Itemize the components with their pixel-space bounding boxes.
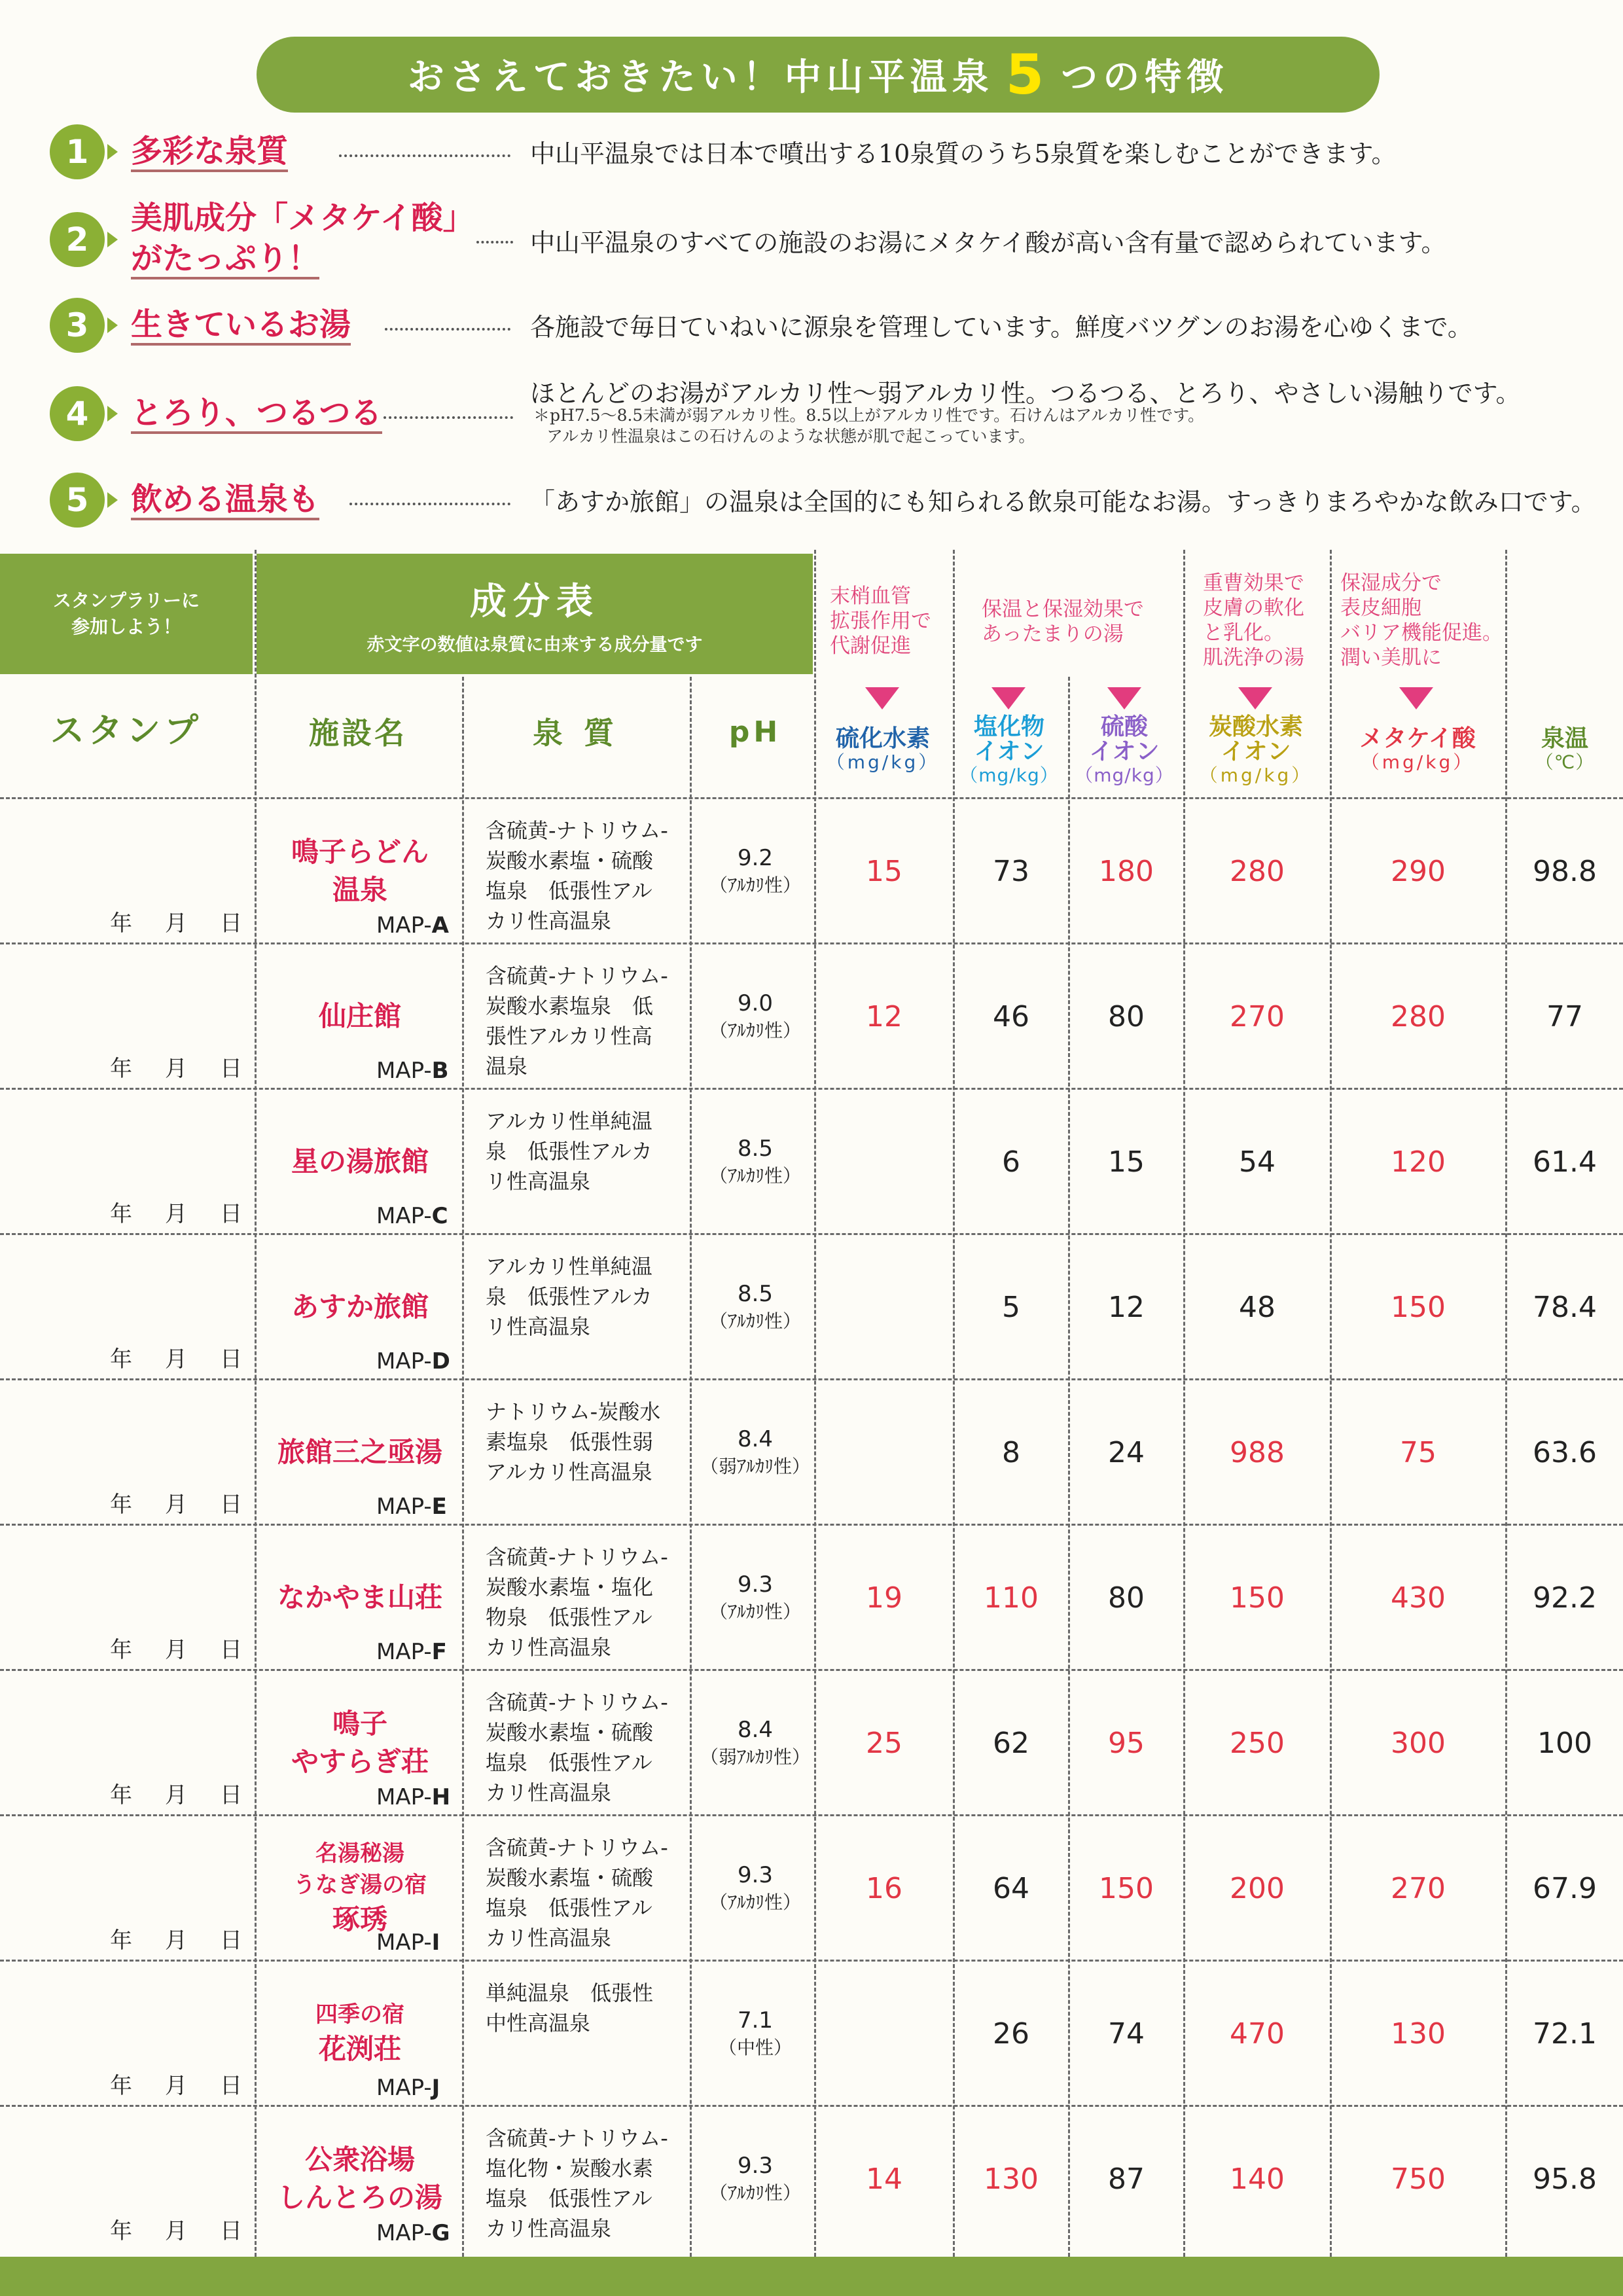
map-reference: MAP-D [376, 1348, 450, 1374]
facility-name-line: なかやま山荘 [277, 1581, 442, 1613]
spring-quality-line: 張性アルカリ性高 [486, 1024, 652, 1049]
ph-value: 9.2 （ｱﾙｶﾘ性） [709, 845, 801, 896]
facility-name-line: しんとろの湯 [277, 2181, 442, 2214]
sulfur-value [815, 1089, 953, 1234]
table-row [0, 798, 1623, 944]
metasilicic-value: 290 [1391, 854, 1446, 888]
col-facility: 施設名 [309, 715, 407, 751]
spring-quality-line: 温泉 [486, 1054, 528, 1079]
temperature-value: 63.6 [1533, 1435, 1597, 1469]
chloride-value: 46 [993, 999, 1029, 1033]
feature-name: 生きているお湯 [131, 304, 351, 345]
bicarbonate-value: 280 [1230, 854, 1285, 888]
chloride-value: 5 [1002, 1290, 1020, 1324]
spring-quality-line: 含硫黄-ナトリウム- [486, 1545, 668, 1570]
temperature-value: 92.2 [1533, 1581, 1597, 1615]
feature-note: ＊pH7.5～8.5未満が弱アルカリ性。8.5以上がアルカリ性です。石けんはアルカリ性です。 [533, 406, 1205, 425]
col-temperature: 泉温 （℃） [1535, 725, 1595, 773]
table-subtitle: 赤文字の数値は泉質に由来する成分量です [366, 634, 703, 655]
annotation-metasilicic: 保湿成分で 表皮細胞 バリア機能促進。 潤い美肌に [1340, 571, 1503, 670]
spring-quality-line: 含硫黄-ナトリウム- [486, 1835, 668, 1860]
facility-name-line: 鳴子らどん [291, 836, 429, 868]
spring-quality-line: カリ性高温泉 [486, 2216, 612, 2241]
temperature-value: 98.8 [1533, 854, 1597, 888]
temperature-value: 61.4 [1533, 1145, 1597, 1179]
feature-note: アルカリ性温泉はこの石けんのような状態が肌で起こっています。 [546, 427, 1035, 446]
map-reference: MAP-J [376, 2075, 440, 2101]
feature-description: 中山平温泉では日本で噴出する10泉質のうち5泉質を楽しむことができます。 [530, 139, 1397, 168]
ph-value: 8.5 （ｱﾙｶﾘ性） [709, 1136, 801, 1187]
feature-name: 飲める温泉も [131, 479, 319, 520]
spring-quality-line: リ性高温泉 [486, 1314, 591, 1339]
facility-name-line: 四季の宿 [315, 2001, 404, 2028]
sulfate-value: 74 [1108, 2017, 1145, 2051]
col-chloride: 塩化物 イオン （mg/kg） [959, 713, 1059, 786]
facility-name-line: 名湯秘湯 [315, 1840, 404, 1867]
sulfur-value: 15 [866, 854, 902, 888]
col-bicarbonate: 炭酸水素 イオン （mg/kg） [1199, 713, 1313, 786]
chloride-value: 6 [1002, 1145, 1020, 1179]
ph-value: 9.0 （ｱﾙｶﾘ性） [709, 990, 801, 1041]
facility-name-line: 花渕荘 [318, 2033, 401, 2065]
metasilicic-value: 120 [1391, 1145, 1446, 1179]
spring-quality-line: カリ性高温泉 [486, 1780, 612, 1805]
pointer-triangle [991, 687, 1026, 709]
chloride-value: 62 [993, 1726, 1029, 1760]
facility-name-line: あすか旅館 [291, 1291, 429, 1323]
spring-quality-line: 単純温泉 低張性 [486, 1981, 654, 2005]
facility-name-line: うなぎ湯の宿 [293, 1872, 427, 1898]
ph-value: 9.3 （ｱﾙｶﾘ性） [709, 2153, 801, 2204]
map-reference: MAP-G [376, 2220, 450, 2246]
temperature-value: 95.8 [1533, 2162, 1597, 2196]
table-title: 成分表 [470, 580, 599, 623]
feature-number-badge: 3 [50, 298, 105, 353]
col-ph: pH [728, 715, 782, 749]
stamp-date: 年 月 日 [110, 1928, 242, 1954]
spring-quality [486, 1106, 675, 1196]
map-reference: MAP-H [376, 1784, 451, 1810]
feature-number-badge: 4 [50, 386, 105, 441]
facility-name-line: 旅館三之亟湯 [277, 1436, 442, 1468]
table-row [0, 1961, 1623, 2106]
pointer-triangle [1399, 687, 1433, 709]
spring-quality-line: 炭酸水素塩泉 低 [486, 994, 654, 1018]
spring-quality-line: 泉 低張性アルカ [486, 1284, 652, 1309]
metasilicic-value: 270 [1391, 1871, 1446, 1905]
stamp-date: 年 月 日 [110, 2218, 242, 2244]
spring-quality-line: アルカリ性単純温 [486, 1254, 652, 1279]
facility-name-line: 鳴子 [332, 1708, 387, 1740]
table-row [0, 2106, 1623, 2251]
sulfate-value: 80 [1108, 999, 1145, 1033]
metasilicic-value: 75 [1400, 1435, 1436, 1469]
feature-description: ほとんどのお湯がアルカリ性～弱アルカリ性。つるつる、とろり、やさしい湯触りです。 [530, 379, 1521, 408]
facility-name-line: 温泉 [332, 874, 387, 906]
annotation-chloride-sulfate: 保温と保湿効果で あったまりの湯 [982, 598, 1144, 646]
feature-name: 美肌成分「メタケイ酸」 がたっぷり！ [131, 198, 474, 279]
spring-quality-line: 含硫黄-ナトリウム- [486, 1690, 668, 1715]
spring-quality-line: 炭酸水素塩・硫酸 [486, 1720, 654, 1745]
col-metasilicic: メタケイ酸 （mg/kg） [1359, 725, 1476, 773]
facility-name-line: 公衆浴場 [304, 2144, 415, 2176]
spring-quality [486, 1542, 675, 1662]
ph-value: 9.3 （ｱﾙｶﾘ性） [709, 1571, 801, 1623]
stamp-date: 年 月 日 [110, 1782, 242, 1808]
metasilicic-value: 300 [1391, 1726, 1446, 1760]
map-reference: MAP-A [376, 912, 449, 939]
spring-quality [486, 1687, 675, 1808]
feature-description: 中山平温泉のすべての施設のお湯にメタケイ酸が高い含有量で認められています。 [530, 228, 1446, 257]
feature-description: 各施設で毎日ていねいに源泉を管理しています。鮮度バツグンのお湯を心ゆくまで。 [530, 313, 1472, 342]
col-sulfate: 硫酸 イオン （mg/kg） [1075, 713, 1174, 786]
pointer-triangle [1107, 687, 1141, 709]
spring-quality [486, 816, 675, 936]
chloride-value: 73 [993, 854, 1029, 888]
temperature-value: 67.9 [1533, 1871, 1597, 1905]
col-stamp: スタンプ [50, 711, 202, 751]
spring-quality [486, 2123, 675, 2244]
map-reference: MAP-C [376, 1203, 448, 1229]
sulfur-value: 19 [866, 1581, 902, 1615]
ph-value: 8.4 （弱ｱﾙｶﾘ性） [700, 1426, 810, 1477]
chloride-value: 110 [984, 1581, 1039, 1615]
stamp-date: 年 月 日 [110, 910, 242, 937]
spring-quality-line: アルカリ性単純温 [486, 1109, 652, 1134]
spring-quality-line: リ性高温泉 [486, 1169, 591, 1194]
spring-quality-line: 炭酸水素塩・塩化 [486, 1575, 654, 1600]
spring-quality-line: 中性高温泉 [486, 2011, 591, 2036]
spring-quality [486, 1251, 675, 1342]
bicarbonate-value: 250 [1230, 1726, 1285, 1760]
sulfur-value: 25 [866, 1726, 902, 1760]
leader-dots [349, 503, 510, 505]
stamp-date: 年 月 日 [110, 1056, 242, 1082]
metasilicic-value: 130 [1391, 2017, 1446, 2051]
bicarbonate-value: 200 [1230, 1871, 1285, 1905]
sulfur-value: 14 [866, 2162, 902, 2196]
sulfate-value: 95 [1108, 1726, 1145, 1760]
stamp-date: 年 月 日 [110, 1201, 242, 1227]
sulfate-value: 15 [1108, 1145, 1145, 1179]
component-table-title [257, 554, 813, 674]
pointer-triangle [865, 687, 899, 709]
col-spring: 泉 質 [532, 715, 619, 751]
bicarbonate-value: 48 [1239, 1290, 1275, 1324]
facility-name-line: 仙庄館 [318, 1000, 401, 1032]
chloride-value: 64 [993, 1871, 1029, 1905]
sulfur-value [815, 1961, 953, 2106]
chloride-value: 8 [1002, 1435, 1020, 1469]
leader-dots [339, 154, 510, 157]
feature-name: とろり、つるつる [131, 393, 382, 433]
stamp-date: 年 月 日 [110, 1346, 242, 1372]
footer-bar [0, 2257, 1623, 2296]
map-reference: MAP-I [376, 1929, 440, 1956]
sulfate-value: 150 [1099, 1871, 1154, 1905]
table-row [0, 1089, 1623, 1234]
table-row [0, 1380, 1623, 1525]
metasilicic-value: 150 [1391, 1290, 1446, 1324]
bicarbonate-value: 150 [1230, 1581, 1285, 1615]
spring-quality-line: 素塩泉 低張性弱 [486, 1429, 654, 1454]
metasilicic-value: 430 [1391, 1581, 1446, 1615]
feature-description: 「あすか旅館」の温泉は全国的にも知られる飲泉可能なお湯。すっきりまろやかな飲み口です。 [530, 488, 1596, 516]
sulfate-value: 180 [1099, 854, 1154, 888]
pointer-triangle [1238, 687, 1272, 709]
spring-quality-line: 含硫黄-ナトリウム- [486, 818, 668, 843]
sulfur-value: 16 [866, 1871, 902, 1905]
banner-number: 5 [1005, 43, 1050, 107]
spring-quality [486, 1978, 675, 2038]
metasilicic-value: 750 [1391, 2162, 1446, 2196]
feature-number-badge: 2 [50, 212, 105, 267]
spring-quality [486, 961, 675, 1081]
leader-dots [385, 328, 510, 331]
leader-dots [383, 416, 513, 419]
spring-quality-line: 塩泉 低張性アル [486, 2186, 652, 2211]
metasilicic-value: 280 [1391, 999, 1446, 1033]
feature-name: 多彩な泉質 [131, 131, 288, 171]
sulfate-value: 24 [1108, 1435, 1145, 1469]
ph-value: 7.1 （中性） [718, 2007, 792, 2058]
spring-quality-line: 塩泉 低張性アル [486, 878, 652, 903]
spring-quality-line: 物泉 低張性アル [486, 1605, 652, 1630]
leader-dots [476, 241, 513, 243]
table-row [0, 1234, 1623, 1380]
bicarbonate-value: 270 [1230, 999, 1285, 1033]
table-row [0, 944, 1623, 1089]
sulfate-value: 12 [1108, 1290, 1145, 1324]
facility-name-line: 琢琇 [332, 1903, 387, 1935]
sulfate-value: 80 [1108, 1581, 1145, 1615]
table-row [0, 1670, 1623, 1816]
spring-quality-line: 含硫黄-ナトリウム- [486, 2126, 668, 2151]
spring-quality-line: カリ性高温泉 [486, 1926, 612, 1950]
col-sulfur: 硫化水素 （mg/kg） [826, 725, 940, 773]
sulfur-value: 12 [866, 999, 902, 1033]
map-reference: MAP-E [376, 1494, 447, 1520]
temperature-value: 72.1 [1533, 2017, 1597, 2051]
temperature-value: 78.4 [1533, 1290, 1597, 1324]
banner-text-suffix: つの特徴 [1061, 56, 1229, 99]
ph-value: 9.3 （ｱﾙｶﾘ性） [709, 1862, 801, 1913]
stamp-date: 年 月 日 [110, 2073, 242, 2099]
ph-value: 8.4 （弱ｱﾙｶﾘ性） [700, 1717, 810, 1768]
temperature-value: 100 [1537, 1726, 1592, 1760]
spring-quality [486, 1397, 675, 1487]
title-banner [257, 37, 1380, 113]
spring-quality-line: カリ性高温泉 [486, 908, 612, 933]
sulfur-value [815, 1234, 953, 1380]
facility-name-line: やすらぎ荘 [291, 1746, 429, 1778]
bicarbonate-value: 54 [1239, 1145, 1275, 1179]
spring-quality-line: カリ性高温泉 [486, 1635, 612, 1660]
feature-number-badge: 5 [50, 473, 105, 528]
ph-value: 8.5 （ｱﾙｶﾘ性） [709, 1281, 801, 1332]
spring-quality [486, 1833, 675, 1953]
sulfur-value [815, 1380, 953, 1525]
bicarbonate-value: 470 [1230, 2017, 1285, 2051]
spring-quality-line: 塩泉 低張性アル [486, 1895, 652, 1920]
banner-text: おさえておきたい！中山平温泉 [407, 56, 994, 99]
spring-quality-line: 泉 低張性アルカ [486, 1139, 652, 1164]
feature-number-badge: 1 [50, 124, 105, 179]
stamp-date: 年 月 日 [110, 1637, 242, 1663]
chloride-value: 26 [993, 2017, 1029, 2051]
table-row [0, 1525, 1623, 1670]
chloride-value: 130 [984, 2162, 1039, 2196]
annotation-bicarbonate: 重曹効果で 皮膚の軟化 と乳化。 肌洗浄の湯 [1203, 571, 1304, 670]
stamp-date: 年 月 日 [110, 1492, 242, 1518]
spring-quality-line: 含硫黄-ナトリウム- [486, 963, 668, 988]
table-row [0, 1816, 1623, 1961]
temperature-value: 77 [1546, 999, 1583, 1033]
bicarbonate-value: 140 [1230, 2162, 1285, 2196]
map-reference: MAP-F [376, 1639, 447, 1665]
map-reference: MAP-B [376, 1058, 449, 1084]
bicarbonate-value: 988 [1230, 1435, 1285, 1469]
spring-quality-line: 塩化物・炭酸水素 [486, 2156, 654, 2181]
facility-name-line: 星の湯旅館 [291, 1145, 429, 1177]
spring-quality-line: アルカリ性高温泉 [486, 1460, 652, 1484]
spring-quality-line: ナトリウム-炭酸水 [486, 1399, 661, 1424]
spring-quality-line: 塩泉 低張性アル [486, 1750, 652, 1775]
sulfate-value: 87 [1108, 2162, 1145, 2196]
spring-quality-line: 炭酸水素塩・硫酸 [486, 1865, 654, 1890]
annotation-sulfur: 末梢血管 拡張作用で 代謝促進 [830, 584, 931, 658]
spring-quality-line: 炭酸水素塩・硫酸 [486, 848, 654, 873]
stamp-rally-promo: スタンプラリーに 参加しよう！ [0, 554, 253, 674]
